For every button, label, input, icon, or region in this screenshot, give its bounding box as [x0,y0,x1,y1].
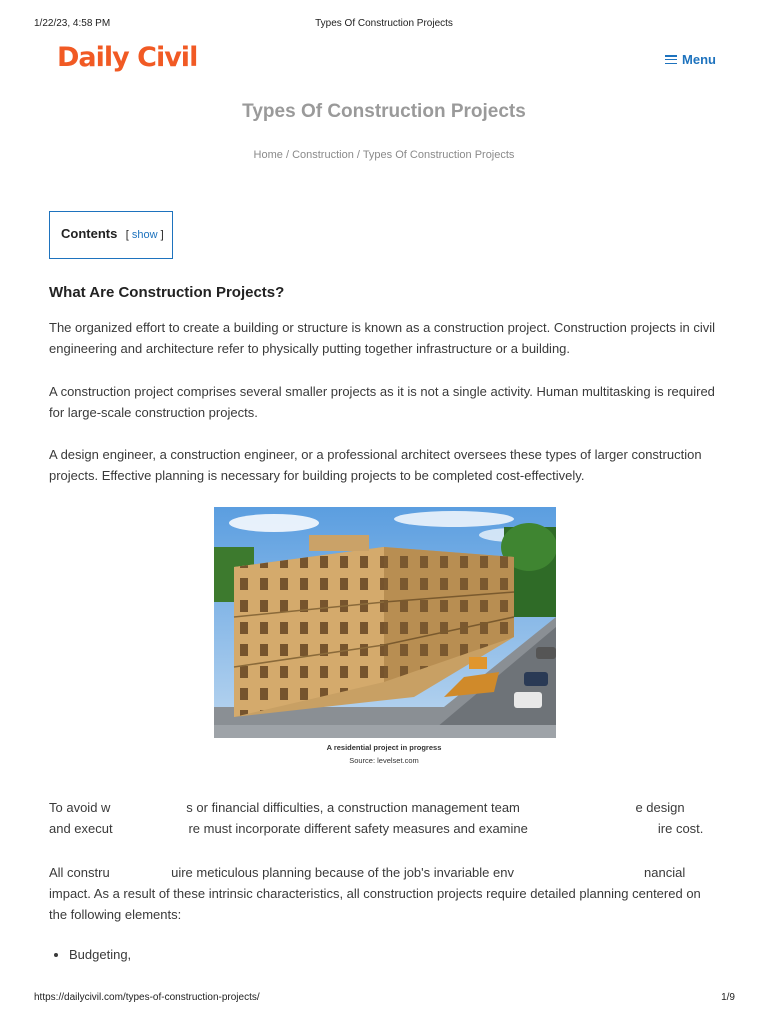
menu-button[interactable] [665,52,716,67]
text-fragment: re must incorporate different safety measures and examine [188,821,528,836]
menu-label: Menu [682,52,716,67]
text-fragment: uire meticulous planning because of the job's invariable env [171,865,514,880]
text-fragment: To avoid w [49,800,111,815]
figure-caption: A residential project in progress [326,743,442,752]
site-header [0,40,768,84]
print-title: Types Of Construction Projects [315,18,453,29]
toc-show-link[interactable]: show [131,229,158,241]
bullet-list [49,947,131,962]
figure-source: Source: levelset.com [349,756,419,765]
text-fragment: and execut [49,821,113,836]
page-title: Types Of Construction Projects [242,101,526,122]
print-footer [0,992,768,1006]
article-paragraph: A construction project comprises several smaller projects as it is not a single activity. Human multitasking is required for large-scale construction projects. [49,384,715,420]
page-url: https://dailycivil.com/types-of-construction-projects/ [34,992,260,1003]
toc-toggle-wrapper [126,229,164,241]
text-fragment: impact. As a result of these intrinsic characteristics, all construction projects require detailed planning centered on the following elements: [49,886,701,922]
text-fragment: All constru [49,865,110,880]
section-heading: What Are Construction Projects? [49,284,285,301]
hamburger-icon [665,55,677,64]
page-number: 1/9 [721,992,735,1003]
table-of-contents [49,211,173,259]
text-fragment: ire cost. [657,821,704,836]
toc-title: Contents [61,226,118,241]
print-datetime: 1/22/23, 4:58 PM [34,18,111,29]
breadcrumb-separator: / [353,149,363,161]
breadcrumb-category[interactable]: Construction [292,149,354,161]
list-item: • Budgeting, [69,947,131,962]
article-paragraph-partial [49,797,719,839]
breadcrumb-home[interactable]: Home [253,149,283,161]
print-header [0,18,768,32]
construction-photo [214,507,556,738]
toc-bracket-close: ] [160,229,164,241]
article-paragraph: The organized effort to create a building or structure is known as a construction project. Construction projects in civil engineering and architecture refer to physically putting together infrastructure or a building. [49,320,715,356]
breadcrumb [0,149,768,161]
text-fragment: e design [635,800,685,815]
toc-bracket-open: [ [125,229,129,241]
site-logo[interactable]: Daily Civil [57,42,198,73]
article-paragraph-partial [49,862,719,925]
breadcrumb-current: Types Of Construction Projects [362,149,515,161]
breadcrumb-separator: / [282,149,293,161]
text-fragment: nancial [644,865,686,880]
article-paragraph: A design engineer, a construction engineer, or a professional architect oversees these types of larger construction projects. Effective planning is necessary for building projects to be completed cost-effectively. [49,447,702,483]
text-fragment: s or financial difficulties, a construction management team [186,800,520,815]
